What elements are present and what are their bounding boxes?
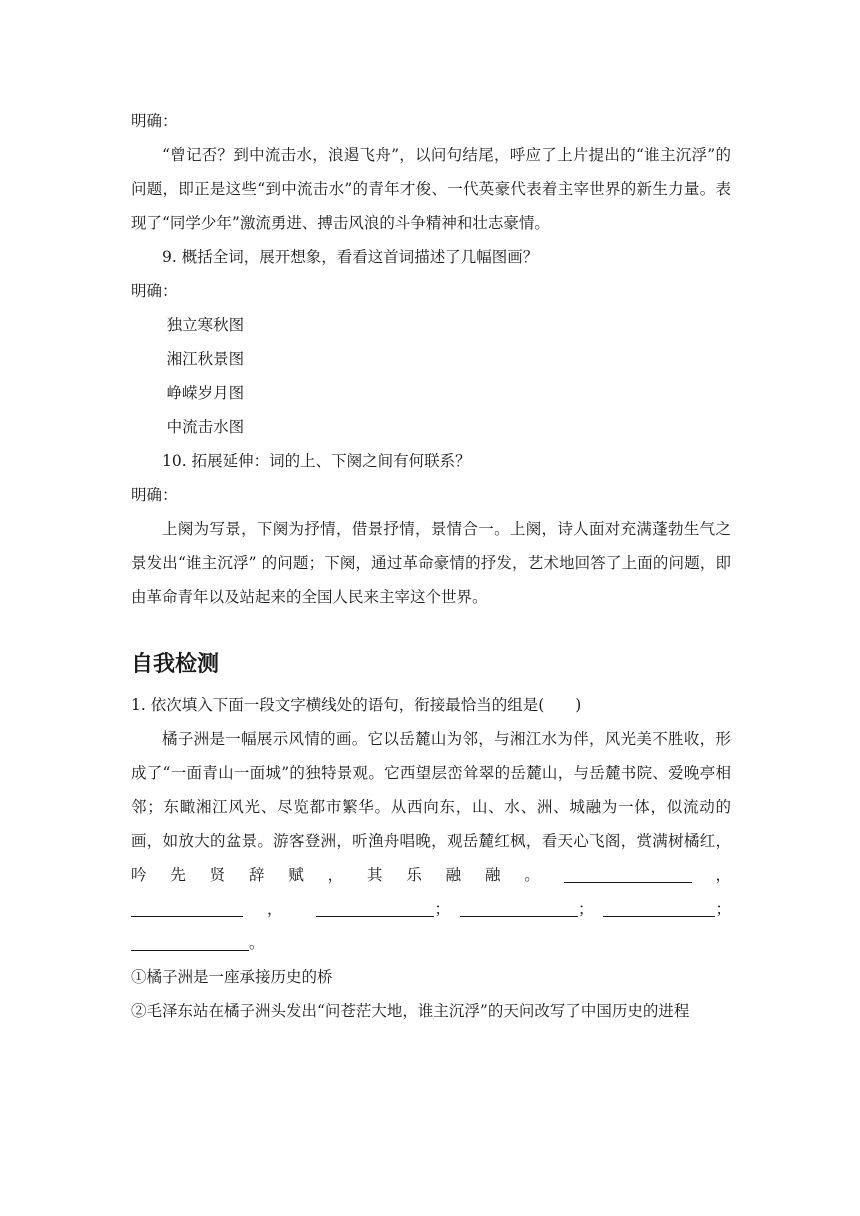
mingque-label: 明确： bbox=[131, 282, 178, 300]
punct-comma: ， bbox=[691, 866, 731, 884]
question-10: 10. 拓展延伸：词的上、下阕之间有何联系？ bbox=[162, 452, 471, 470]
section-heading: 自我检测 bbox=[131, 652, 220, 677]
passage-paragraph bbox=[131, 722, 731, 960]
fill-blank-1[interactable] bbox=[564, 864, 692, 883]
passage-text: 橘子洲是一幅展示风情的画。它以岳麓山为邻，与湘江水为伴，风光美不胜收，形成了“一面青山一面城”的独特景观。它西望层峦耸翠的岳麓山，与岳麓书院、爱晚亭相邻；东瞰湘江风光、尽览都市繁华。从西向东，山、水、洲、城融为一体，似流动的画，如放大的盆景。游客登洲，听渔舟唱晚，观岳麓红枫，看天心飞阁，赏满树橘红，吟先贤辞赋，其乐融融。 bbox=[131, 730, 731, 884]
picture-item: 峥嵘岁月图 bbox=[166, 384, 245, 402]
fill-blank-3[interactable] bbox=[316, 898, 434, 917]
punct-semicolon: ； bbox=[434, 900, 450, 918]
fill-blank-6[interactable] bbox=[131, 932, 249, 951]
mingque-label: 明确： bbox=[131, 486, 178, 504]
question-1-stem: 1. 依次填入下面一段文字横线处的语句，衔接最恰当的组是( ) bbox=[131, 696, 582, 714]
picture-item: 中流击水图 bbox=[166, 418, 245, 436]
punct-comma: ， bbox=[243, 900, 307, 918]
option-item: ①橘子洲是一座承接历史的桥 bbox=[131, 968, 333, 986]
picture-item: 独立寒秋图 bbox=[166, 316, 245, 334]
punct-semicolon: ； bbox=[715, 900, 731, 918]
fill-blank-4[interactable] bbox=[460, 898, 578, 917]
mingque-label: 明确： bbox=[131, 112, 178, 130]
document-content bbox=[131, 104, 731, 1028]
fill-blank-5[interactable] bbox=[603, 898, 715, 917]
question-9: 9. 概括全词，展开想象，看看这首词描述了几幅图画？ bbox=[162, 248, 539, 266]
punct-period: 。 bbox=[249, 934, 265, 952]
punct-semicolon: ； bbox=[577, 900, 594, 918]
fill-blank-2[interactable] bbox=[131, 898, 243, 917]
option-item: ②毛泽东站在橘子洲头发出“问苍茫大地，谁主沉浮”的天问改写了中国历史的进程 bbox=[131, 1002, 690, 1020]
answer-paragraph: 上阕为写景，下阕为抒情，借景抒情，景情合一。上阕，诗人面对充满蓬勃生气之景发出“谁主沉浮” 的问题；下阕，通过革命豪情的抒发，艺术地回答了上面的问题，即由革命青年以及站起来的全国人民来主宰这个世界。 bbox=[131, 520, 731, 606]
answer-paragraph: “曾记否？到中流击水，浪遏飞舟”，以问句结尾，呼应了上片提出的“谁主沉浮”的问题，即正是这些“到中流击水”的青年才俊、一代英豪代表着主宰世界的新生力量。表现了“同学少年”激流勇进、搏击风浪的斗争精神和壮志豪情。 bbox=[131, 146, 731, 232]
picture-item: 湘江秋景图 bbox=[166, 350, 245, 368]
